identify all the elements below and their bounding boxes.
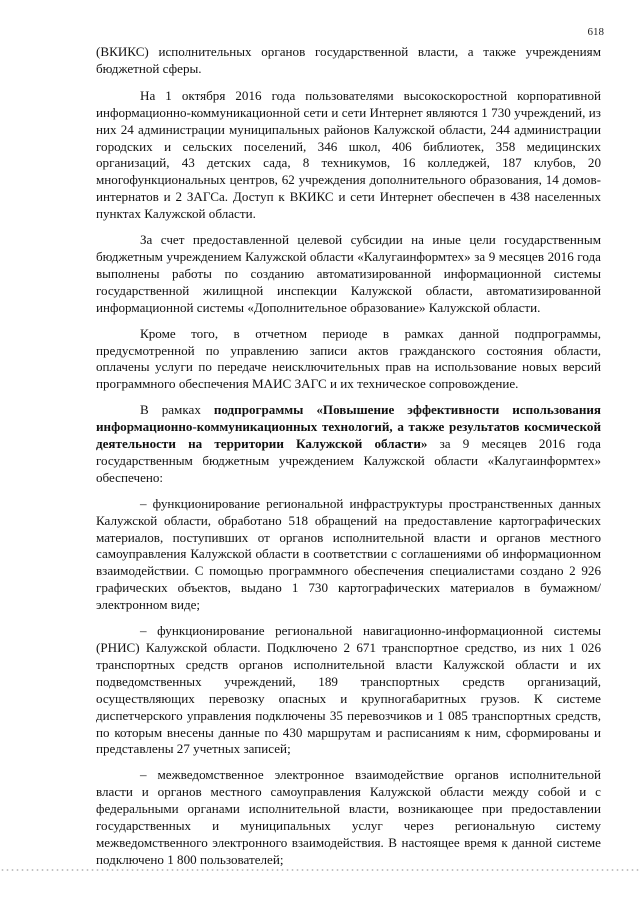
page-number: 618	[587, 26, 604, 38]
subprogram-lead-text: В рамках	[140, 402, 214, 418]
paragraph-subsidy: За счет предоставленной целевой субсидии на иные цели государственным бюджетным учреждением Калужской области «Калугаинформтех» за 9 месяцев 2016 года выполнены работы по созданию автоматизированной информационной системы государственной жилищной инспекции Калужской области, автоматизированной информационной системы «Дополнительное образование» Калужской области.	[96, 232, 601, 315]
paragraph-vkiks-intro: (ВКИКС) исполнительных органов государственной власти, а также учреждениям бюджетной сферы.	[96, 44, 601, 76]
paragraph-zags-software: Кроме того, в отчетном периоде в рамках данной подпрограммы, предусмотренной по управлению записи актов гражданского состояния области, оплачены услуги по передаче неисключительных прав на использование новых версий программного обеспечения МАИС ЗАГС и их техническое сопровождение.	[96, 325, 601, 392]
scan-artifact-divider	[0, 869, 640, 871]
subprogram-title: подпрограммы «Повышение эффективности использования информационно-коммуникационных технологий, а также результатов космической деятельности на территории Калужской области»	[96, 402, 601, 452]
paragraph-network-users: На 1 октября 2016 года пользователями высокоскоростной корпоративной информационно-коммуникационной сети и сети Интернет являются 1 730 учреждений, из них 24 администрации муниципальных районов Калужской области, 244 администрации городских и сельских поселений, 346 школ, 406 библиотек, 358 медицинских организаций, 43 детских сада, 8 техникумов, 16 колледжей, 187 клубов, 20 многофункциональных центров, 62 учреждения дополнительного образования, 14 домов-интернатов и 2 ЗАГСа. Доступ к ВКИКС и сети Интернет обеспечен в 438 населенных пунктах Калужской области.	[96, 87, 601, 222]
list-item-interagency: – межведомственное электронное взаимодействие органов исполнительной власти и органов местного самоуправления Калужской области между собой и с федеральными органами исполнительной власти, возникающее при предоставлении государственных и муниципальных услуг через региональную систему межведомственного электронного взаимодействия. В настоящее время к данной системе подключено 1 800 пользователей;	[96, 767, 601, 867]
list-item-rnis: – функционирование региональной навигационно-информационной системы (РНИС) Калужской области. Подключено 2 671 транспортное средство, из них 1 026 транспортных средств органов исполнительной власти Калужской области и их подведомственных учреждений, 189 транспортных средств организаций, осуществляющих перевозку опасных и крупногабаритных грузов. К системе диспетчерского управления подключены 35 перевозчиков и 1 085 транспортных средств, по которым внесены данные по 430 маршрутам и расписаниям к ним, сформированы и представлены 27 учетных записей;	[96, 623, 601, 757]
subprogram-tail-text: за 9 месяцев 2016 года государственным бюджетным учреждением Калужской области «Калугаинформтех» обеспечено:	[96, 436, 601, 485]
document-body	[96, 44, 601, 869]
list-item-spatial-data: – функционирование региональной инфраструктуры пространственных данных Калужской области, обработано 518 обращений на предоставление картографических материалов, поступивших от органов исполнительной власти и органов местного самоуправления Калужской области в соответствии с соглашениями об информационном взаимодействии. С помощью программного обеспечения специалистами создано 2 926 графических объектов, выдано 1 730 картографических материалов в бумажном/электронном виде;	[96, 495, 601, 613]
paragraph-subprogram	[96, 402, 601, 487]
